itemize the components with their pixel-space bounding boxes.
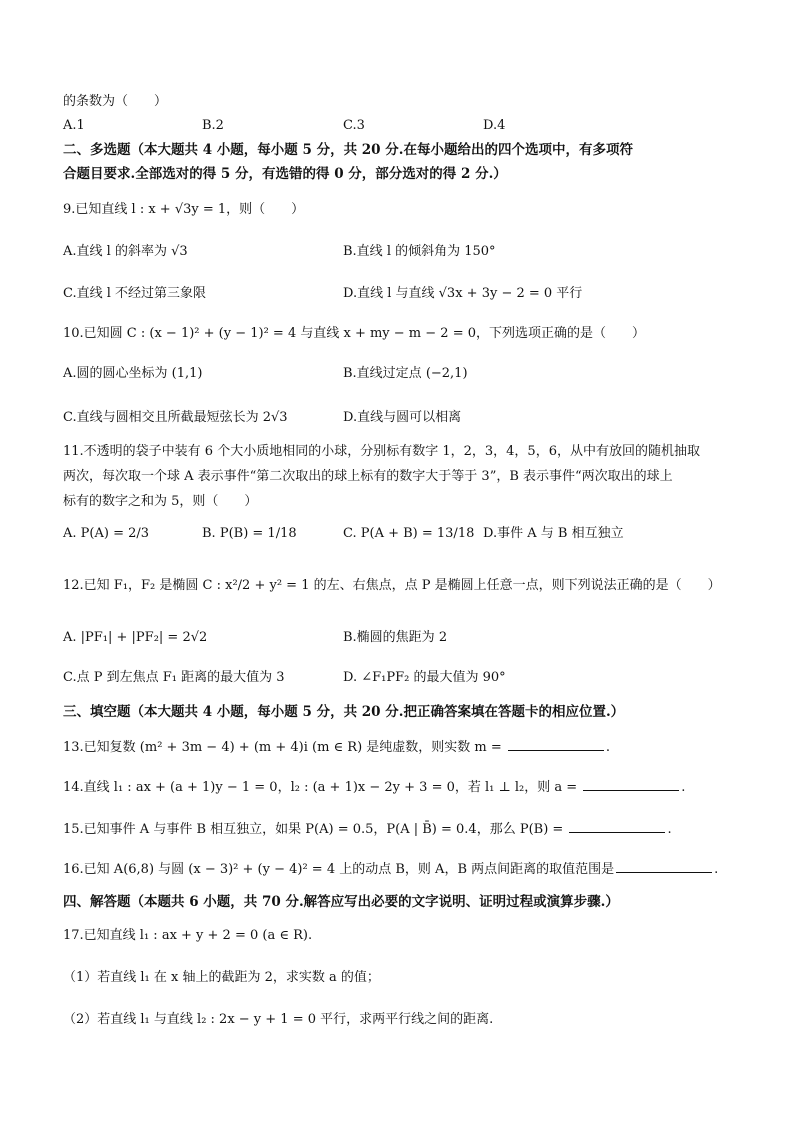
q9-option-c: C.直线 l 不经过第三象限 — [63, 286, 207, 301]
section-2-heading-line1: 二、多选题（本大题共 4 小题，每小题 5 分，共 20 分.在每小题给出的四个选项中，有多项符 — [63, 142, 633, 158]
q17-stem: 17.已知直线 l₁ : ax + y + 2 = 0 (a ∈ R). — [63, 928, 313, 943]
q15-line — [63, 820, 672, 838]
q12-stem: 12.已知 F₁，F₂ 是椭圆 C : x²/2 + y² = 1 的左、右焦点，点 P 是椭圆上任意一点，则下列说法正确的是（ ） — [63, 578, 721, 593]
q11-option-a: A. P(A) = 2/3 — [63, 526, 150, 541]
q13-line — [63, 738, 610, 756]
q16-text: 16.已知 A(6,8) 与圆 (x − 3)² + (y − 4)² = 4 上的动点 B，则 A，B 两点间距离的取值范围是 — [63, 862, 615, 877]
q12-option-d: D. ∠F₁PF₂ 的最大值为 90° — [343, 670, 506, 685]
q8-option-d: D.4 — [483, 118, 506, 133]
q13-text: 13.已知复数 (m² + 3m − 4) + (m + 4)i (m ∈ R) 是纯虚数，则实数 m = — [63, 740, 506, 755]
q13-answer-blank[interactable] — [508, 738, 604, 751]
section-4-heading: 四、解答题（本题共 6 小题，共 70 分.解答应写出必要的文字说明、证明过程或演算步骤.） — [63, 894, 619, 910]
q16-answer-blank[interactable] — [616, 860, 712, 873]
q11-option-d: D.事件 A 与 B 相互独立 — [483, 526, 624, 541]
q9-option-a: A.直线 l 的斜率为 √3 — [63, 244, 188, 259]
q11-stem-line3: 标有的数字之和为 5，则（ ） — [63, 494, 258, 509]
q12-option-a: A. |PF₁| + |PF₂| = 2√2 — [63, 630, 208, 645]
q9-option-d: D.直线 l 与直线 √3x + 3y − 2 = 0 平行 — [343, 286, 583, 301]
q11-option-b: B. P(B) = 1/18 — [202, 526, 297, 541]
q10-option-b: B.直线过定点 (−2,1) — [343, 366, 468, 381]
q10-option-d: D.直线与圆可以相离 — [343, 410, 462, 425]
section-3-heading: 三、填空题（本大题共 4 小题，每小题 5 分，共 20 分.把正确答案填在答题卡的相应位置.） — [63, 704, 625, 720]
q10-stem: 10.已知圆 C : (x − 1)² + (y − 1)² = 4 与直线 x + my − m − 2 = 0，下列选项正确的是（ ） — [63, 326, 645, 341]
q14-answer-blank[interactable] — [583, 778, 679, 791]
q11-stem-line1: 11.不透明的袋子中装有 6 个大小质地相同的小球，分别标有数字 1，2，3，4，5，6，从中有放回的随机抽取 — [63, 444, 700, 459]
q10-option-a: A.圆的圆心坐标为 (1,1) — [63, 366, 203, 381]
q8-tail: 的条数为（ ） — [63, 94, 168, 109]
q8-option-c: C.3 — [343, 118, 365, 133]
q17-part1: （1）若直线 l₁ 在 x 轴上的截距为 2，求实数 a 的值； — [63, 970, 380, 985]
q16-end: . — [714, 862, 719, 877]
q9-stem: 9.已知直线 l : x + √3y = 1，则（ ） — [63, 202, 305, 217]
section-2-heading-line2: 合题目要求.全部选对的得 5 分，有选错的得 0 分，部分选对的得 2 分.） — [63, 166, 507, 182]
q14-text: 14.直线 l₁ : ax + (a + 1)y − 1 = 0，l₂ : (a + 1)x − 2y + 3 = 0，若 l₁ ⊥ l₂，则 a = — [63, 780, 582, 795]
q17-part2: （2）若直线 l₁ 与直线 l₂ : 2x − y + 1 = 0 平行，求两平行线之间的距离. — [63, 1012, 494, 1027]
q13-end: . — [605, 740, 611, 755]
q9-option-b: B.直线 l 的倾斜角为 150° — [343, 244, 496, 259]
q10-option-c: C.直线与圆相交且所截最短弦长为 2√3 — [63, 410, 288, 425]
q11-stem-line2: 两次，每次取一个球 A 表示事件“第二次取出的球上标有的数字大于等于 3”，B 表示事件“两次取出的球上 — [63, 469, 673, 484]
q15-text: 15.已知事件 A 与事件 B 相互独立，如果 P(A) = 0.5，P(A | B̄) = 0.4，那么 P(B) = — [63, 822, 568, 837]
q16-line — [63, 860, 718, 878]
q12-option-b: B.椭圆的焦距为 2 — [343, 630, 448, 645]
q11-option-c: C. P(A + B) = 13/18 — [343, 526, 475, 541]
q8-option-a: A.1 — [63, 118, 85, 133]
q15-end: . — [667, 822, 672, 837]
q8-option-b: B.2 — [202, 118, 224, 133]
q12-option-c: C.点 P 到左焦点 F₁ 距离的最大值为 3 — [63, 670, 285, 685]
q15-answer-blank[interactable] — [569, 820, 665, 833]
q14-end: . — [681, 780, 686, 795]
q14-line — [63, 778, 685, 796]
